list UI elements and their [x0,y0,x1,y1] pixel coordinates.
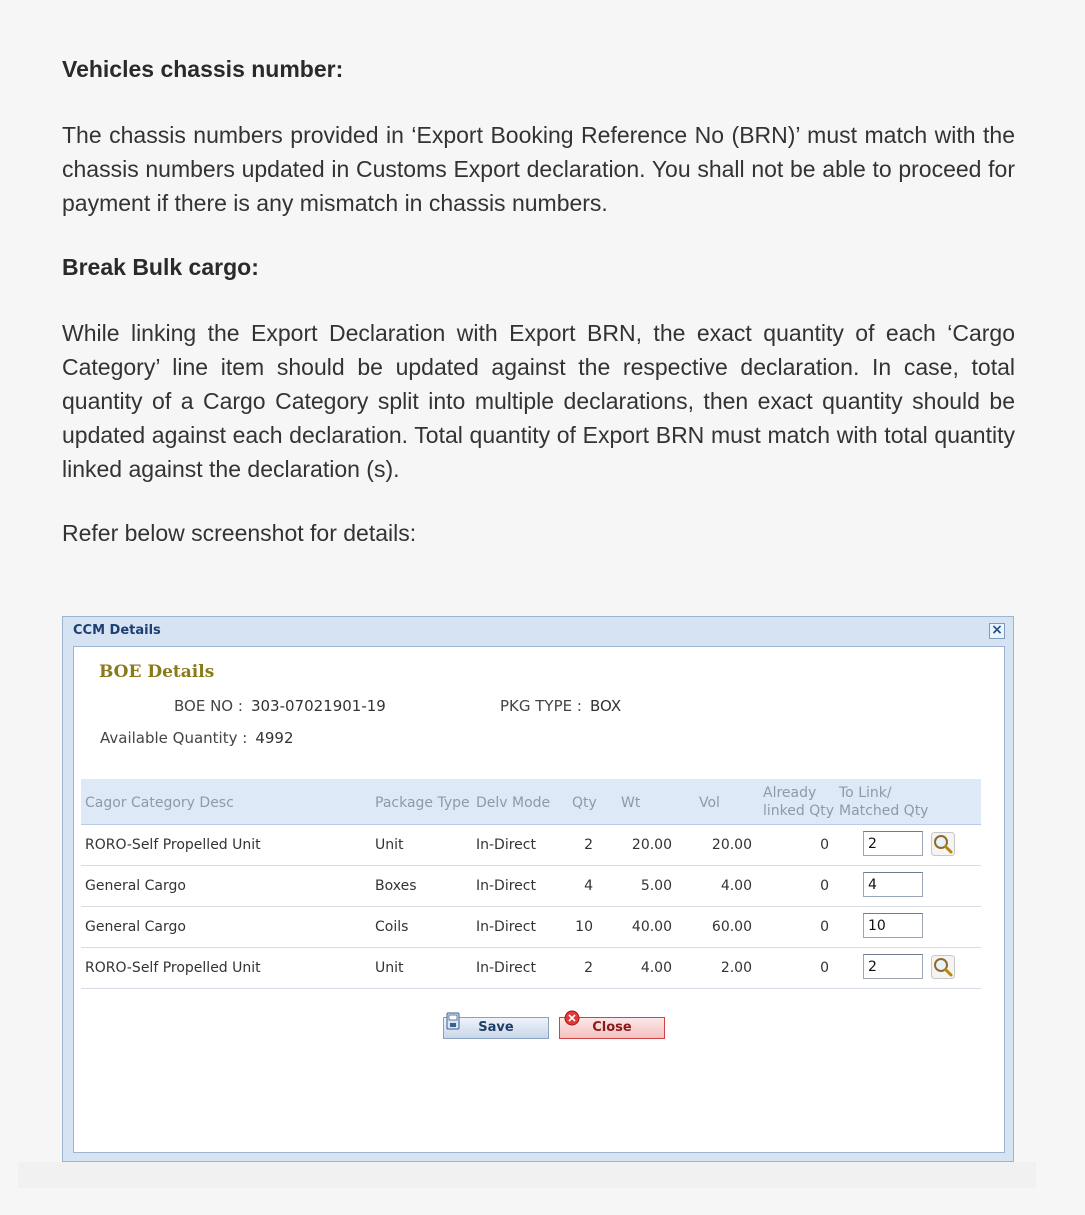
background-strip [18,1162,1036,1188]
pkg-type-label: PKG TYPE : [500,697,582,715]
table-row-3 [81,907,981,948]
cell-desc: General Cargo [85,878,186,894]
save-button-label: Save [478,1020,514,1035]
cell-delv-mode: In-Direct [476,960,536,976]
ccm-details-dialog [62,616,1014,1162]
cell-linked-qty: 0 [820,919,829,935]
col-vol-header: Vol [699,795,720,811]
paragraph-break-bulk: While linking the Export Declaration with Export BRN, the exact quantity of each ‘Cargo Category’ line item should be updated against the respective declaration. In case, total quantity of a Cargo Category split into multiple declarations, then exact quantity should be updated against each declaration. Total quantity of Export BRN must match with total quantity linked against the declaration (s). [62,320,1015,482]
col-wt-header: Wt [621,795,641,811]
cell-vol: 2.00 [720,960,752,976]
available-qty-field [100,729,294,747]
col-to-link-header-1: To Link/ [839,785,892,801]
col-already-linked-header-2: linked Qty [763,803,835,819]
cell-wt: 4.00 [640,960,672,976]
cell-linked-qty: 0 [820,960,829,976]
to-link-qty-input[interactable] [863,954,923,979]
paragraph-refer: Refer below screenshot for details: [62,520,417,546]
cell-delv-mode: In-Direct [476,919,536,935]
grid-header [81,779,981,825]
cell-package-type: Coils [375,919,409,935]
boe-no-label: BOE NO : [174,697,243,715]
close-circle-icon [564,1010,580,1026]
cell-desc: RORO-Self Propelled Unit [85,960,261,976]
close-icon[interactable]: × [989,623,1005,639]
cell-package-type: Unit [375,960,404,976]
boe-no-field [174,697,386,715]
pkg-type-value: BOX [589,697,622,715]
col-to-link-header-2: Matched Qty [839,803,929,819]
cell-qty: 2 [584,837,593,853]
cell-delv-mode: In-Direct [476,837,536,853]
cell-package-type: Boxes [375,878,417,894]
save-icon [446,1012,460,1030]
to-link-qty-input[interactable] [863,913,923,938]
cell-linked-qty: 0 [820,878,829,894]
cell-vol: 60.00 [711,919,752,935]
close-button-label: Close [592,1020,632,1035]
cell-linked-qty: 0 [820,837,829,853]
to-link-qty-input[interactable] [863,831,923,856]
cell-wt: 5.00 [640,878,672,894]
cell-package-type: Unit [375,837,404,853]
cell-qty: 4 [584,878,593,894]
paragraph-chassis: The chassis numbers provided in ‘Export Booking Reference No (BRN)’ must match with the chassis numbers updated in Customs Export declaration. You shall not be able to proceed for payment if there is any mismatch in chassis numbers. [62,122,1015,216]
cell-qty: 2 [584,960,593,976]
available-qty-value: 4992 [255,729,294,747]
close-button[interactable] [559,1017,665,1039]
col-qty-header: Qty [572,795,597,811]
cargo-grid [81,779,981,989]
cell-delv-mode: In-Direct [476,878,536,894]
col-delv-mode-header: Delv Mode [476,795,551,811]
col-package-type-header: Package Type [375,795,470,811]
section-heading-chassis: Vehicles chassis number: [62,56,344,82]
cell-vol: 20.00 [711,837,752,853]
cell-wt: 40.00 [631,919,672,935]
boe-details-title: BOE Details [99,662,215,682]
save-button[interactable] [443,1017,549,1039]
cell-qty: 10 [575,919,593,935]
section-heading-break-bulk: Break Bulk cargo: [62,254,259,280]
pkg-type-field [500,697,621,715]
col-already-linked-header-1: Already [763,785,817,801]
available-qty-label: Available Quantity : [100,729,248,747]
table-row-2 [81,866,981,907]
search-icon[interactable] [931,955,955,979]
cell-desc: RORO-Self Propelled Unit [85,837,261,853]
cell-vol: 4.00 [720,878,752,894]
cell-wt: 20.00 [631,837,672,853]
dialog-body [73,646,1005,1153]
table-row-1 [81,825,981,866]
dialog-title: CCM Details [73,623,161,638]
table-row-4 [81,948,981,989]
col-desc-header: Cagor Category Desc [85,795,234,811]
cell-desc: General Cargo [85,919,186,935]
search-icon[interactable] [931,832,955,856]
boe-no-value: 303-07021901-19 [250,697,386,715]
to-link-qty-input[interactable] [863,872,923,897]
